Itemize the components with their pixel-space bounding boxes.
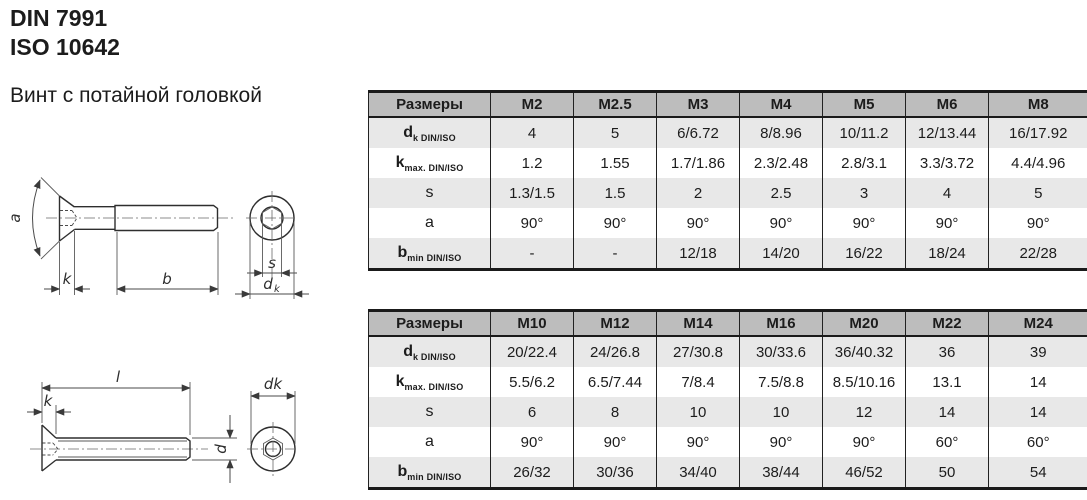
value-cell: 7/8.4 [657, 367, 740, 397]
table-row-k [369, 367, 1087, 397]
table-row-a [369, 427, 1087, 457]
head-height-dimension [44, 231, 90, 295]
spec-table-small-sizes [368, 90, 1087, 271]
head-diameter-sub: k [274, 284, 280, 295]
value-cell: 2.8/3.1 [823, 148, 906, 178]
drawing-countersunk-screw-full-thread [0, 352, 340, 500]
value-cell: 24/26.8 [574, 336, 657, 367]
value-cell: 30/33.6 [740, 336, 823, 367]
value-cell: 14 [989, 367, 1087, 397]
value-cell: 16/17.92 [989, 117, 1087, 148]
value-cell: - [574, 238, 657, 270]
table-row-k [369, 148, 1087, 178]
value-cell: 4.4/4.96 [989, 148, 1087, 178]
iso-standard-title: ISO 10642 [10, 34, 120, 60]
table-row-a [369, 208, 1087, 238]
socket-size-label: s [268, 254, 276, 272]
value-cell: 90° [740, 208, 823, 238]
row-label: s [369, 397, 491, 427]
value-cell: 10 [657, 397, 740, 427]
value-cell: 90° [574, 427, 657, 457]
value-cell: 36 [906, 336, 989, 367]
value-cell: 3 [823, 178, 906, 208]
value-cell: 46/52 [823, 457, 906, 489]
value-cell: 5.5/6.2 [491, 367, 574, 397]
value-cell: 1.2 [491, 148, 574, 178]
length-label: l [115, 368, 121, 386]
column-header-m24: M24 [989, 311, 1087, 337]
head-height-label: k [62, 270, 72, 288]
value-cell: 10 [740, 397, 823, 427]
head-height-label: k [43, 392, 53, 410]
value-cell: 6/6.72 [657, 117, 740, 148]
value-cell: 18/24 [906, 238, 989, 270]
row-label: $b_{min DIN/ISO}$ [369, 457, 491, 489]
table-row-s [369, 397, 1087, 427]
column-header-m4: M4 [740, 92, 823, 118]
diameter-dimension [192, 415, 237, 483]
table-row-b [369, 238, 1087, 270]
value-cell: 90° [989, 208, 1087, 238]
value-cell: 1.7/1.86 [657, 148, 740, 178]
column-header-m10: M10 [491, 311, 574, 337]
value-cell: 2.5 [740, 178, 823, 208]
column-header-sizes: Размеры [369, 311, 491, 337]
value-cell: 12/13.44 [906, 117, 989, 148]
value-cell: 12 [823, 397, 906, 427]
value-cell: 16/22 [823, 238, 906, 270]
value-cell: 4 [906, 178, 989, 208]
spec-table-large-sizes [368, 309, 1087, 490]
column-header-m5: M5 [823, 92, 906, 118]
screw-head-side-view [42, 425, 56, 471]
table-header-row [369, 92, 1087, 118]
value-cell: 90° [657, 427, 740, 457]
column-header-m16: M16 [740, 311, 823, 337]
column-header-m8: M8 [989, 92, 1087, 118]
value-cell: 39 [989, 336, 1087, 367]
din-standard-title: DIN 7991 [10, 5, 108, 31]
head-diameter-label: dk [263, 375, 283, 393]
value-cell: 12/18 [657, 238, 740, 270]
value-cell: 90° [491, 208, 574, 238]
drawing-countersunk-screw-partial-thread [0, 158, 340, 308]
table-row-s [369, 178, 1087, 208]
value-cell: 90° [740, 427, 823, 457]
head-diameter-label: d [263, 275, 273, 293]
value-cell: 38/44 [740, 457, 823, 489]
value-cell: 1.5 [574, 178, 657, 208]
value-cell: 4 [491, 117, 574, 148]
head-height-dimension [27, 392, 71, 434]
value-cell: 20/22.4 [491, 336, 574, 367]
column-header-m3: M3 [657, 92, 740, 118]
value-cell: 8.5/10.16 [823, 367, 906, 397]
value-cell: 60° [906, 427, 989, 457]
value-cell: 2 [657, 178, 740, 208]
title-block [10, 4, 120, 62]
value-cell: 90° [906, 208, 989, 238]
angle-label: a [6, 213, 24, 223]
value-cell: 27/30.8 [657, 336, 740, 367]
column-header-m14: M14 [657, 311, 740, 337]
value-cell: 54 [989, 457, 1087, 489]
value-cell: 60° [989, 427, 1087, 457]
row-label: $k_{max. DIN/ISO}$ [369, 367, 491, 397]
screw-head-side-view [60, 196, 75, 241]
value-cell: 10/11.2 [823, 117, 906, 148]
column-header-m20: M20 [823, 311, 906, 337]
value-cell: 90° [574, 208, 657, 238]
table-header-row [369, 311, 1087, 337]
value-cell: 8 [574, 397, 657, 427]
value-cell: 22/28 [989, 238, 1087, 270]
value-cell: 14/20 [740, 238, 823, 270]
column-header-sizes: Размеры [369, 92, 491, 118]
column-header-m6: M6 [906, 92, 989, 118]
length-dimension [42, 368, 190, 435]
product-subtitle: Винт с потайной головкой [10, 84, 262, 107]
row-label: $d_{k DIN/ISO}$ [369, 117, 491, 148]
value-cell: 7.5/8.8 [740, 367, 823, 397]
value-cell: 50 [906, 457, 989, 489]
value-cell: 90° [823, 427, 906, 457]
row-label: $b_{min DIN/ISO}$ [369, 238, 491, 270]
value-cell: 5 [574, 117, 657, 148]
row-label: s [369, 178, 491, 208]
value-cell: 90° [491, 427, 574, 457]
row-label: $k_{max. DIN/ISO}$ [369, 148, 491, 178]
column-header-m12: M12 [574, 311, 657, 337]
value-cell: 8/8.96 [740, 117, 823, 148]
thread-length-label: b [162, 270, 172, 288]
value-cell: 13.1 [906, 367, 989, 397]
value-cell: 6 [491, 397, 574, 427]
table-row-d [369, 117, 1087, 148]
value-cell: 1.3/1.5 [491, 178, 574, 208]
table-row-d [369, 336, 1087, 367]
value-cell: 14 [989, 397, 1087, 427]
row-label: a [369, 208, 491, 238]
value-cell: - [491, 238, 574, 270]
screw-end-view [247, 422, 299, 476]
value-cell: 36/40.32 [823, 336, 906, 367]
column-header-m2.5: M2.5 [574, 92, 657, 118]
table-row-b [369, 457, 1087, 489]
thread-length-dimension [117, 232, 218, 295]
column-header-m22: M22 [906, 311, 989, 337]
value-cell: 5 [989, 178, 1087, 208]
row-label: a [369, 427, 491, 457]
value-cell: 90° [823, 208, 906, 238]
value-cell: 6.5/7.44 [574, 367, 657, 397]
value-cell: 1.55 [574, 148, 657, 178]
value-cell: 2.3/2.48 [740, 148, 823, 178]
value-cell: 34/40 [657, 457, 740, 489]
value-cell: 30/36 [574, 457, 657, 489]
value-cell: 3.3/3.72 [906, 148, 989, 178]
value-cell: 14 [906, 397, 989, 427]
value-cell: 26/32 [491, 457, 574, 489]
value-cell: 90° [657, 208, 740, 238]
row-label: $d_{k DIN/ISO}$ [369, 336, 491, 367]
diameter-label: d [212, 444, 230, 454]
column-header-m2: M2 [491, 92, 574, 118]
